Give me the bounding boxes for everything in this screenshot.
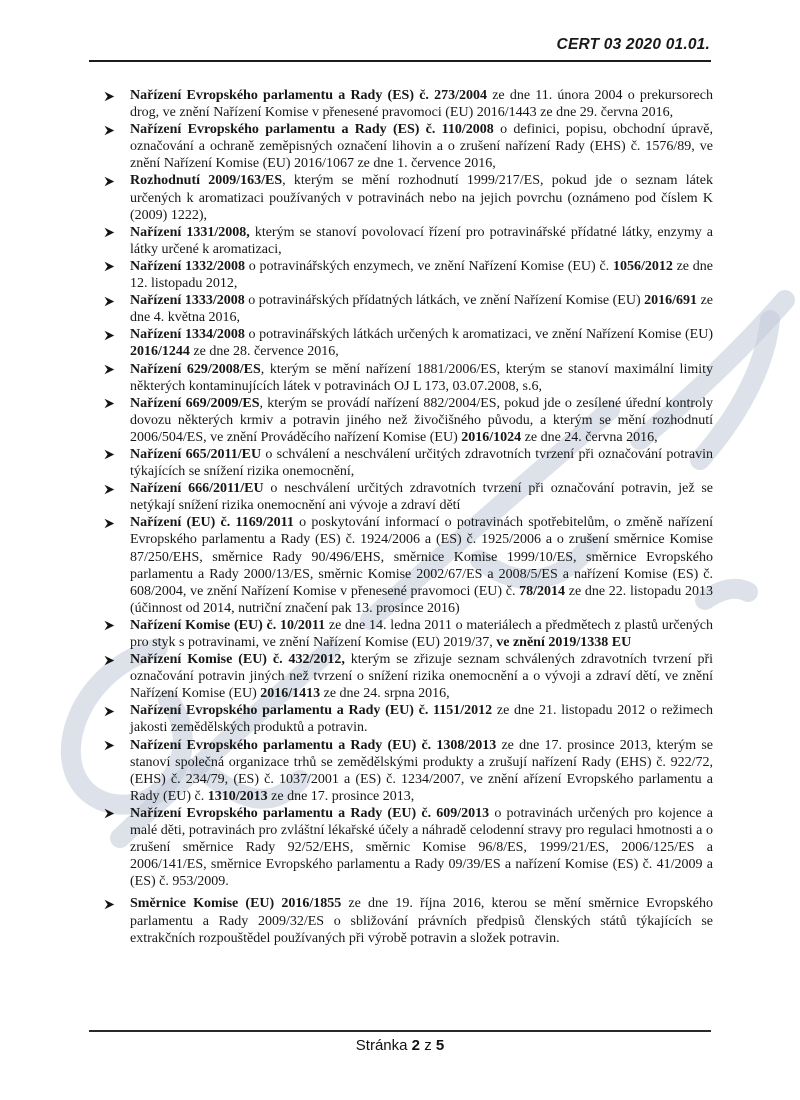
text-run: o schválení a neschválení určitých zdravotních tvrzení při označování potravin týkajících se snížení rizika onemocnění, bbox=[130, 446, 713, 480]
list-item-text bbox=[130, 259, 713, 291]
bold-run: Nařízení Evropského parlamentu a Rady (EU) č. 1151/2012 bbox=[130, 703, 493, 719]
list-item bbox=[104, 737, 713, 805]
text-run: o neschválení určitých zdravotních tvrzení při označování potravin, jež se netýkají snížení rizika onemocnění ani vývoje a zdraví dětí bbox=[130, 481, 713, 514]
text-run: ze dne 4. května 2016, bbox=[130, 293, 713, 326]
arrowhead-bullet-icon bbox=[104, 518, 115, 529]
list-item bbox=[104, 514, 713, 617]
arrowhead-bullet-icon bbox=[104, 740, 115, 751]
list-item-text bbox=[130, 122, 713, 171]
document-code: CERT 03 2020 01.01. bbox=[556, 36, 710, 53]
page-current: 2 bbox=[411, 1037, 421, 1054]
text-run: ze dne 19. října 2016, kterou se mění směrnice Evropského parlamentu a Rady 2009/32/ES o sbližování právních předpisů členských států týkajících se extrakčních rozpouštědel používaných při výrobě potravin a složek potravin. bbox=[130, 896, 714, 946]
bold-run: Nařízení 629/2008/ES bbox=[130, 361, 261, 377]
page-label: Stránka bbox=[355, 1037, 408, 1054]
text-run: , kterým se mění rozhodnutí 1999/217/ES, pokud jde o seznam látek určených k aromatizaci používaných v potravinách nebo na jejich povrchu (oznámeno pod číslem K (2009) 1222), bbox=[130, 173, 713, 223]
list-item-text bbox=[130, 173, 713, 222]
arrowhead-bullet-icon bbox=[104, 227, 115, 238]
arrowhead-bullet-icon bbox=[104, 364, 115, 375]
bold-run: Nařízení 1331/2008, bbox=[130, 224, 250, 240]
page-total: 5 bbox=[435, 1037, 445, 1054]
text-run: o potravinářských látkách určených k aromatizaci, ve znění Nařízení Komise (EU) bbox=[244, 327, 713, 343]
arrowhead-bullet-icon bbox=[104, 620, 115, 631]
text-run: ze dne 21. listopadu 2012 o režimech jakosti zemědělských produktů a potravin. bbox=[130, 703, 713, 736]
list-item bbox=[104, 446, 713, 480]
text-run: , kterým se mění nařízení 1881/2006/ES, kterým se stanoví maximální limity některých kontaminujících látek v potravinách OJ L 173, 03.07.2008, s.6, bbox=[130, 361, 714, 394]
list-item-text bbox=[130, 703, 713, 735]
list-item-text bbox=[130, 447, 713, 479]
list-item bbox=[104, 651, 713, 702]
bold-run: Nařízení Komise (EU) č. 10/2011 bbox=[130, 617, 326, 633]
bold-run: 1056/2012 bbox=[612, 258, 673, 274]
arrowhead-bullet-icon bbox=[104, 398, 115, 409]
bold-run: 2016/691 bbox=[644, 293, 698, 309]
text-run: ze dne 24. srpna 2016, bbox=[320, 686, 450, 702]
list-item bbox=[104, 361, 713, 395]
text-run: ze dne 22. listopadu 2013 (účinnost od 2014, nutriční značení pak 13. prosince 2016) bbox=[130, 583, 713, 616]
page-separator: z bbox=[424, 1037, 432, 1054]
bold-run: Nařízení 669/2009/ES bbox=[130, 395, 260, 411]
bold-run: 2016/1244 bbox=[130, 344, 190, 360]
text-run: kterým se stanoví povolovací řízení pro potravinářské přídatné látky, enzymy a látky určené k aromatizaci, bbox=[130, 224, 713, 257]
arrowhead-bullet-icon bbox=[104, 125, 115, 136]
list-item bbox=[104, 87, 713, 121]
text-run: o potravinách určených pro kojence a malé děti, potravinách pro zvláštní lékařské účely a náhradě celodenní stravy pro regulaci hmotnosti a o zrušení směrnice Rady 92/52/EHS, směrnic Komise 96/8/ES, 1999/21/ES, 2006/125/ES a 2006/141/ES, směrnice Evropského parlamentu a Rady 09/39/ES a nařízení Komise (ES) č. 41/2009 a (ES) č. 953/2009. bbox=[130, 805, 713, 890]
list-item-text bbox=[130, 738, 713, 804]
list-item-text bbox=[130, 896, 713, 945]
text-run: ze dne 17. prosince 2013, kterým se stanoví společná organizace trhů se zemědělskými produkty a zrušují nařízení Rady (EHS) č. 922/72, (EHS) č. 234/79, (ES) č. 1037/2001 a (ES) č. 1234/2007, ve znění ařízení Evropského parlamentu a Rady (EU) č. bbox=[130, 737, 713, 804]
bold-run: 1310/2013 bbox=[207, 788, 268, 804]
bold-run: Nařízení Komise (EU) č. 432/2012, bbox=[130, 652, 345, 668]
text-run: o poskytování informací o potravinách spotřebitelům, o změně nařízení Evropského parlamentu a Rady (ES) č. 1924/2006 a (ES) č. 1925/2006 a o zrušení směrnice Komise 87/250/EHS, směrnice Rady 90/496/EHS, směrnice Komise 1999/10/ES, směrnice Evropského parlamentu a Rady 2000/13/ES, směrnic Komise 2002/67/ES a 2008/5/ES a nařízení Komise (ES) č. 608/2004, ve znění Nařízení Komise v přenesené pravomoci (EU) č. bbox=[130, 515, 714, 599]
list-item-text bbox=[130, 652, 713, 701]
text-run: o potravinářských přídatných látkách, ve znění Nařízení Komise (EU) bbox=[244, 293, 645, 309]
list-item-text bbox=[130, 362, 713, 394]
bold-run: 78/2014 bbox=[519, 583, 566, 599]
list-item-text bbox=[130, 293, 713, 325]
list-item-text bbox=[130, 515, 713, 615]
arrowhead-bullet-icon bbox=[104, 899, 115, 910]
list-item-text bbox=[130, 225, 713, 257]
list-item bbox=[104, 258, 713, 292]
list-item bbox=[104, 805, 713, 890]
text-run: ze dne 17. prosince 2013, bbox=[267, 788, 415, 804]
bold-run: Nařízení Evropského parlamentu a Rady (ES) č. 273/2004 bbox=[130, 88, 487, 103]
arrowhead-bullet-icon bbox=[104, 655, 115, 666]
footer-rule bbox=[89, 1030, 711, 1032]
text-run: ze dne 14. ledna 2011 o materiálech a předmětech z plastů určených pro styk s potravinami, ve znění Nařízení Komise (EU) 2019/37, bbox=[130, 617, 713, 650]
list-item-text bbox=[130, 481, 713, 513]
arrowhead-bullet-icon bbox=[104, 706, 115, 717]
list-item bbox=[104, 395, 713, 446]
arrowhead-bullet-icon bbox=[104, 484, 115, 495]
bold-run: Nařízení 666/2011/EU bbox=[130, 481, 264, 497]
list-item-text bbox=[130, 396, 713, 445]
list-item-text bbox=[130, 327, 713, 359]
bold-run: Nařízení 1333/2008 bbox=[130, 293, 245, 309]
arrowhead-bullet-icon bbox=[104, 176, 115, 187]
list-item bbox=[104, 172, 713, 223]
text-run: o definici, popisu, obchodní úpravě, označování a ochraně zeměpisných označení lihovin a o zrušení nařízení Rady (EHS) č. 1576/89, ve znění Nařízení Komise (EU) 2016/1067 ze dne 1. července 2016, bbox=[130, 122, 713, 172]
text-run: o potravinářských enzymech, ve znění Nařízení Komise (EU) č. bbox=[244, 258, 613, 274]
bold-run: Nařízení 665/2011/EU bbox=[130, 446, 262, 462]
bold-run: 2016/1413 bbox=[260, 686, 321, 702]
list-item bbox=[104, 480, 713, 514]
bold-run: Nařízení 1332/2008 bbox=[130, 258, 245, 274]
text-run: ze dne 24. června 2016, bbox=[521, 429, 658, 445]
list-item bbox=[104, 617, 713, 651]
page-number bbox=[0, 1037, 800, 1054]
bold-run: Nařízení Evropského parlamentu a Rady (EU) č. 1308/2013 bbox=[130, 737, 497, 753]
list-item-text bbox=[130, 618, 713, 650]
arrowhead-bullet-icon bbox=[104, 808, 115, 819]
arrowhead-bullet-icon bbox=[104, 330, 115, 341]
arrowhead-bullet-icon bbox=[104, 296, 115, 307]
list-item-text bbox=[130, 88, 713, 120]
bold-run: Nařízení Evropského parlamentu a Rady (EU) č. 609/2013 bbox=[130, 805, 490, 821]
list-item bbox=[104, 292, 713, 326]
bold-run: Směrnice Komise (EU) 2016/1855 bbox=[130, 896, 342, 912]
bold-run: Nařízení 1334/2008 bbox=[130, 327, 245, 343]
arrowhead-bullet-icon bbox=[104, 261, 115, 272]
text-run: kterým se zřizuje seznam schválených zdravotních tvrzení při označování potravin jiných než tvrzení o snížení rizika onemocnění a o vývoji a zdraví dětí, ve znění Nařízení Komise (EU) bbox=[130, 652, 714, 702]
arrowhead-bullet-icon bbox=[104, 449, 115, 460]
bold-run: Rozhodnutí 2009/163/ES bbox=[130, 173, 283, 189]
bold-run: ve znění 2019/1338 EU bbox=[496, 635, 632, 650]
list-item bbox=[104, 895, 713, 946]
list-item bbox=[104, 326, 713, 360]
text-run: , kterým se provádí nařízení 882/2004/ES, pokud jde o zesílené úřední kontroly dovozu některých krmiv a potravin jiného než živočišného původu, a kterým se mění rozhodnutí 2006/504/ES, ve znění Prováděcího nařízení Komise (EU) bbox=[130, 395, 713, 445]
regulation-list bbox=[104, 87, 713, 947]
list-item bbox=[104, 224, 713, 258]
text-run: ze dne 11. února 2004 o prekursorech drog, ve znění Nařízení Komise v přenesené pravomoci (EU) 2016/1443 ze dne 29. června 2016, bbox=[130, 88, 713, 121]
text-run: ze dne 12. listopadu 2012, bbox=[130, 258, 713, 292]
arrowhead-bullet-icon bbox=[104, 91, 115, 102]
bold-run: Nařízení (EU) č. 1169/2011 bbox=[130, 515, 294, 531]
bold-run: 2016/1024 bbox=[461, 429, 522, 445]
bold-run: Nařízení Evropského parlamentu a Rady (ES) č. 110/2008 bbox=[130, 122, 494, 138]
list-item bbox=[104, 121, 713, 172]
list-item-text bbox=[130, 806, 713, 889]
text-run: ze dne 28. července 2016, bbox=[189, 344, 339, 360]
header-rule bbox=[89, 60, 711, 62]
list-item bbox=[104, 702, 713, 736]
